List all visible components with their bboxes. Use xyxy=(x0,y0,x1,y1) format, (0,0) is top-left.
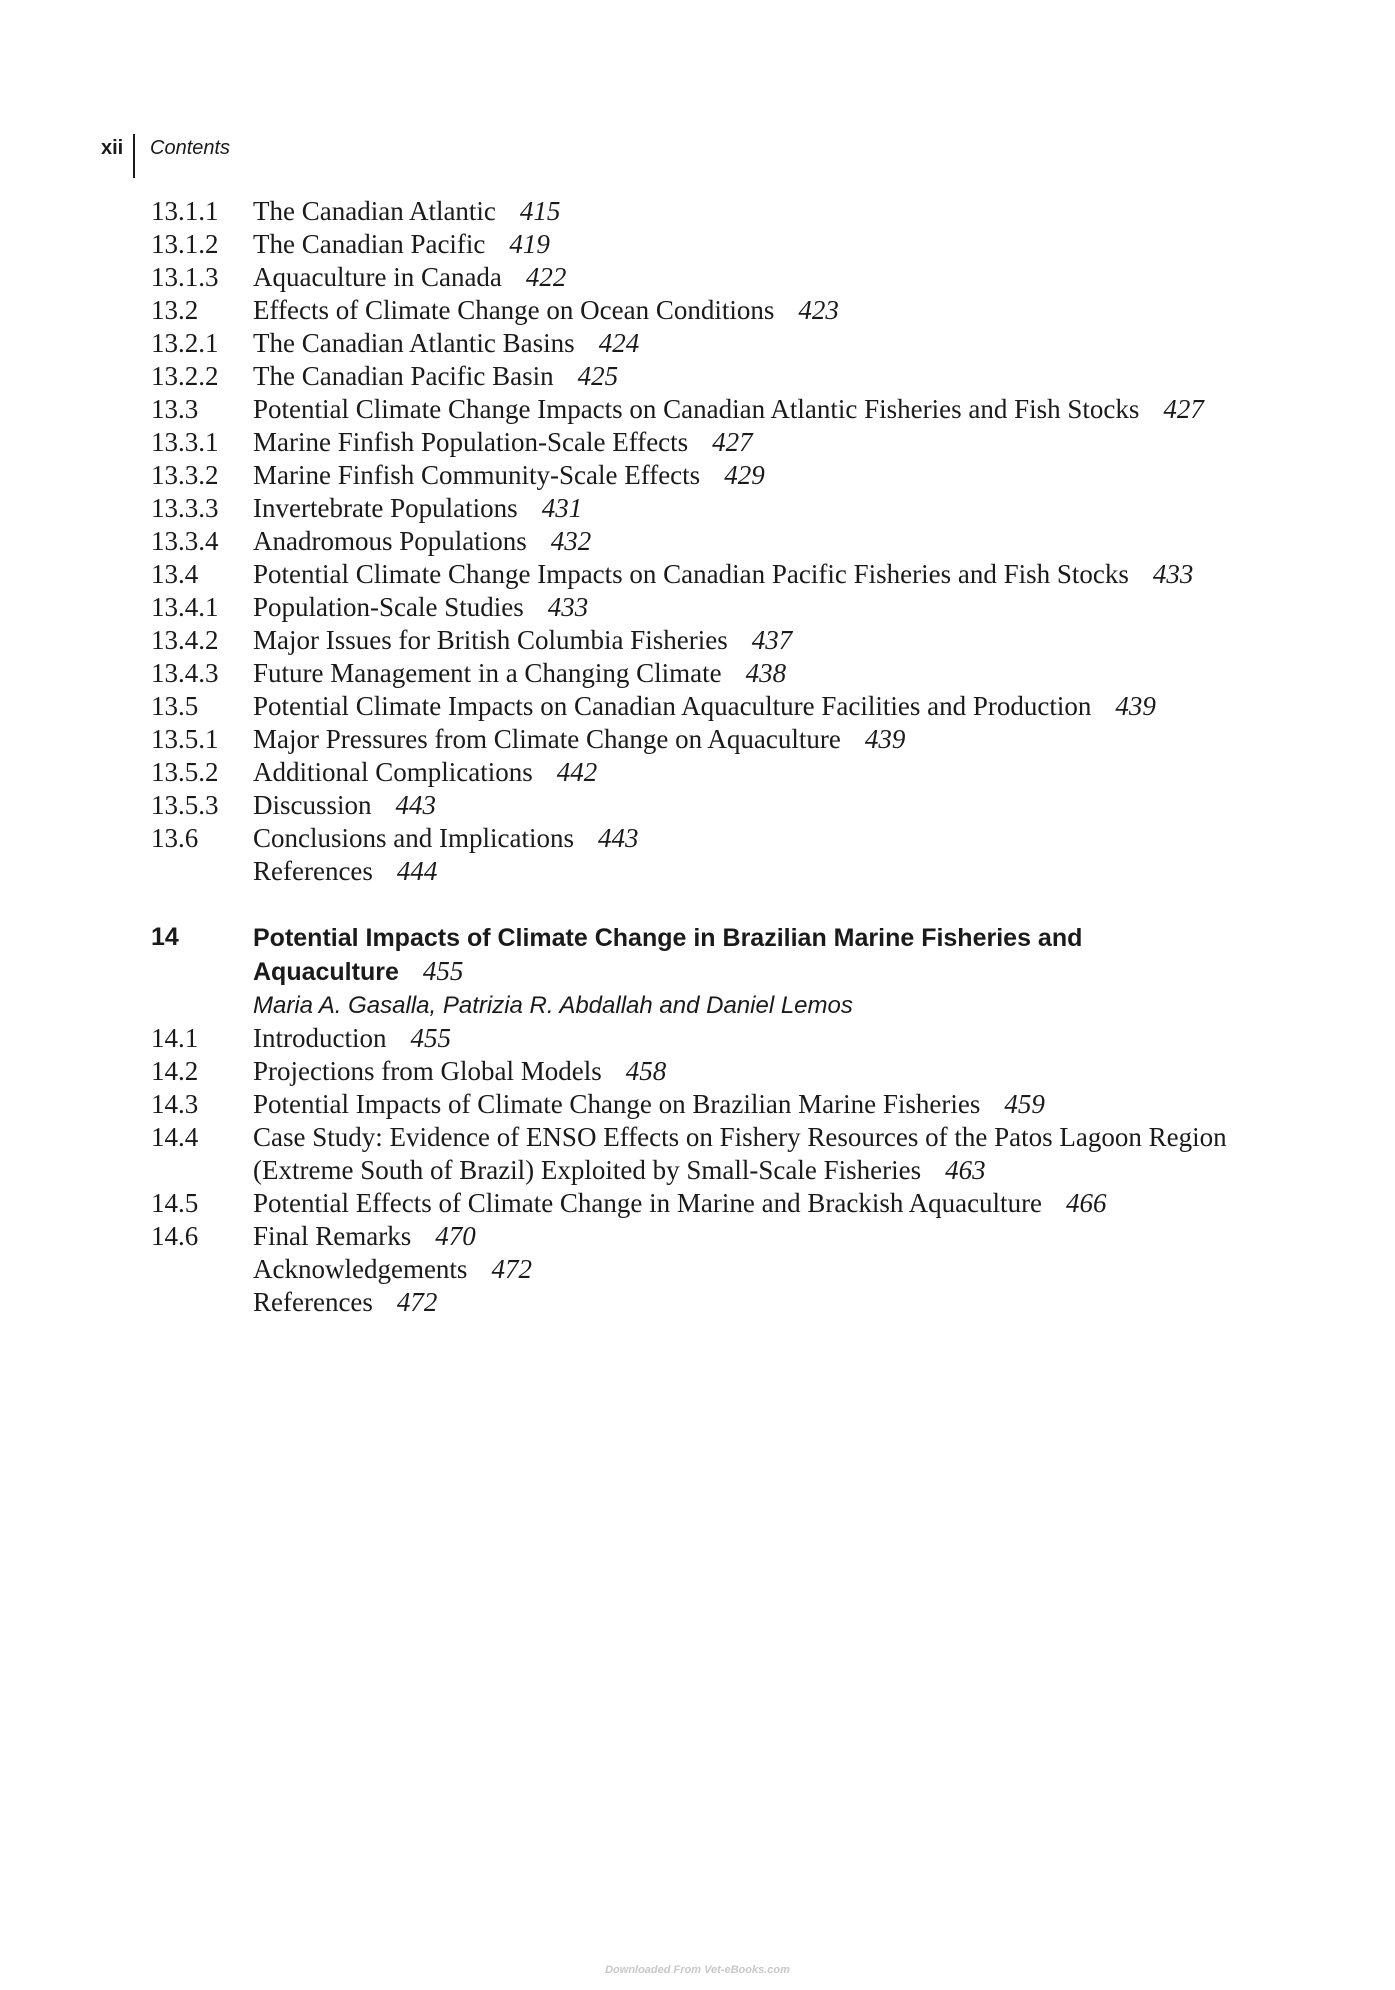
entry-title: Introduction xyxy=(253,1023,387,1053)
entry-title: Case Study: Evidence of ENSO Effects on Fishery Resources of the Patos Lagoon Region (Extreme South of Brazil) Exploited by Small-Scale Fisheries xyxy=(253,1122,1227,1185)
entry-number: 13.3.4 xyxy=(151,526,219,556)
toc-entry[interactable] xyxy=(151,294,1281,327)
entry-page: 463 xyxy=(945,1155,986,1185)
entry-page: 427 xyxy=(712,427,753,457)
toc-entry[interactable] xyxy=(151,756,1281,789)
entry-number: 14.6 xyxy=(151,1221,199,1251)
entry-number: 14.2 xyxy=(151,1056,199,1086)
entry-number: 13.4.1 xyxy=(151,592,219,622)
entry-page: 425 xyxy=(577,361,619,391)
entry-title: Marine Finfish Population-Scale Effects xyxy=(253,427,689,457)
toc-entry[interactable] xyxy=(151,822,1281,855)
entry-page: 423 xyxy=(798,295,839,325)
toc-entry[interactable] xyxy=(151,360,1281,393)
entry-page: 415 xyxy=(519,196,561,226)
entry-number: 13.1.1 xyxy=(151,196,219,226)
entry-number: 13.3.1 xyxy=(151,427,219,457)
entry-number: 13.6 xyxy=(151,823,199,853)
toc-entry[interactable] xyxy=(151,525,1281,558)
entry-page: 466 xyxy=(1066,1188,1107,1218)
entry-number: 14.1 xyxy=(151,1023,199,1053)
entry-page: 437 xyxy=(751,625,793,655)
entry-number: 13.3 xyxy=(151,394,199,424)
entry-number xyxy=(151,1253,253,1286)
entry-title: The Canadian Pacific xyxy=(253,229,486,259)
download-watermark: Downloaded From Vet-eBooks.com xyxy=(605,1964,790,1976)
entry-page: 459 xyxy=(1004,1089,1045,1119)
entry-title: The Canadian Pacific Basin xyxy=(253,361,554,391)
page-number: xii xyxy=(101,137,124,159)
toc-entry[interactable] xyxy=(151,855,1281,888)
toc-entry[interactable] xyxy=(151,624,1281,657)
entry-page: 439 xyxy=(864,724,906,754)
entry-title: Invertebrate Populations xyxy=(253,493,518,523)
entry-title: Potential Effects of Climate Change in Marine and Brackish Aquaculture xyxy=(253,1188,1043,1218)
entry-number: 13.2.2 xyxy=(151,361,219,391)
entry-number: 13.1.2 xyxy=(151,229,219,259)
entry-title: Marine Finfish Community-Scale Effects xyxy=(253,460,701,490)
entry-title: Conclusions and Implications xyxy=(253,823,574,853)
toc-entry[interactable] xyxy=(151,195,1281,228)
running-title: Contents xyxy=(150,137,231,159)
entry-number xyxy=(151,855,253,888)
entry-number: 13.1.3 xyxy=(151,262,219,292)
toc-entry[interactable] xyxy=(151,393,1281,426)
entry-page: 433 xyxy=(547,592,589,622)
entry-page: 431 xyxy=(541,493,583,523)
entry-title: Population-Scale Studies xyxy=(253,592,524,622)
toc-entry[interactable] xyxy=(151,558,1281,591)
entry-page: 424 xyxy=(598,328,640,358)
entry-title: Potential Climate Impacts on Canadian Aquaculture Facilities and Production xyxy=(253,691,1092,721)
entry-page: 432 xyxy=(550,526,592,556)
entry-number: 13.5 xyxy=(151,691,199,721)
entry-number: 13.3.3 xyxy=(151,493,219,523)
toc-entry[interactable] xyxy=(151,1088,1281,1121)
entry-title: Effects of Climate Change on Ocean Conditions xyxy=(253,295,775,325)
toc-entry[interactable] xyxy=(151,1253,1281,1286)
entry-title: References xyxy=(253,1287,373,1317)
entry-title: References xyxy=(253,856,373,886)
chapter-page: 455 xyxy=(422,956,464,986)
entry-number: 14.3 xyxy=(151,1089,199,1119)
entry-title: Major Pressures from Climate Change on Aquaculture xyxy=(253,724,841,754)
entry-page: 422 xyxy=(525,262,567,292)
entry-number: 13.2.1 xyxy=(151,328,219,358)
entry-page: 458 xyxy=(625,1056,667,1086)
entry-title: Acknowledgements xyxy=(253,1254,468,1284)
entry-number: 14.5 xyxy=(151,1188,199,1218)
chapter-number: 14 xyxy=(151,923,179,951)
entry-number: 13.2 xyxy=(151,295,199,325)
toc-entry[interactable] xyxy=(151,228,1281,261)
entry-title: Potential Climate Change Impacts on Canadian Atlantic Fisheries and Fish Stocks xyxy=(253,394,1140,424)
entry-number: 13.5.2 xyxy=(151,757,219,787)
entry-title: Aquaculture in Canada xyxy=(253,262,502,292)
entry-number xyxy=(151,1286,253,1319)
chapter-authors: Maria A. Gasalla, Patrizia R. Abdallah and Daniel Lemos xyxy=(253,992,853,1019)
entry-page: 455 xyxy=(410,1023,451,1053)
toc-entry[interactable] xyxy=(151,1286,1281,1319)
entry-title: The Canadian Atlantic Basins xyxy=(253,328,575,358)
entry-title: Potential Impacts of Climate Change on Brazilian Marine Fisheries xyxy=(253,1089,981,1119)
entry-title: Additional Complications xyxy=(253,757,533,787)
chapter-14-heading[interactable] xyxy=(151,921,1281,989)
toc-entry[interactable] xyxy=(151,1055,1281,1088)
entry-title: Potential Climate Change Impacts on Canadian Pacific Fisheries and Fish Stocks xyxy=(253,559,1129,589)
entry-page: 429 xyxy=(724,460,765,490)
toc-entry[interactable] xyxy=(151,1121,1281,1187)
toc-entry[interactable] xyxy=(151,1187,1281,1220)
toc-entry[interactable] xyxy=(151,261,1281,294)
toc-entry[interactable] xyxy=(151,723,1281,756)
entry-page: 439 xyxy=(1115,691,1156,721)
section-13-entries xyxy=(151,195,1281,888)
table-of-contents xyxy=(151,195,1281,1319)
toc-entry[interactable] xyxy=(151,1022,1281,1055)
toc-entry[interactable] xyxy=(151,690,1281,723)
entry-title: The Canadian Atlantic xyxy=(253,196,496,226)
entry-title: Projections from Global Models xyxy=(253,1056,602,1086)
toc-entry[interactable] xyxy=(151,492,1281,525)
entry-number: 13.4 xyxy=(151,559,199,589)
entry-page: 438 xyxy=(745,658,787,688)
entry-title: Future Management in a Changing Climate xyxy=(253,658,722,688)
toc-entry[interactable] xyxy=(151,657,1281,690)
header-divider xyxy=(133,134,135,178)
entry-page: 470 xyxy=(435,1221,476,1251)
entry-page: 433 xyxy=(1152,559,1194,589)
entry-page: 444 xyxy=(396,856,438,886)
toc-entry[interactable] xyxy=(151,459,1281,492)
entry-title: Final Remarks xyxy=(253,1221,412,1251)
entry-page: 427 xyxy=(1163,394,1204,424)
entry-page: 443 xyxy=(597,823,639,853)
toc-entry[interactable] xyxy=(151,1220,1281,1253)
chapter-title: Potential Impacts of Climate Change in Brazilian Marine Fisheries and Aquaculture xyxy=(253,924,1083,986)
section-14-entries xyxy=(151,1022,1281,1319)
toc-entry[interactable] xyxy=(151,426,1281,459)
entry-number: 13.4.2 xyxy=(151,625,219,655)
entry-number: 13.3.2 xyxy=(151,460,219,490)
entry-number: 13.5.1 xyxy=(151,724,219,754)
entry-page: 442 xyxy=(556,757,598,787)
entry-number: 13.5.3 xyxy=(151,790,219,820)
entry-title: Discussion xyxy=(253,790,372,820)
entry-page: 443 xyxy=(395,790,437,820)
entry-number: 14.4 xyxy=(151,1122,199,1152)
entry-number: 13.4.3 xyxy=(151,658,219,688)
entry-page: 472 xyxy=(491,1254,532,1284)
toc-entry[interactable] xyxy=(151,591,1281,624)
toc-entry[interactable] xyxy=(151,789,1281,822)
entry-page: 419 xyxy=(509,229,550,259)
entry-title: Major Issues for British Columbia Fisheries xyxy=(253,625,728,655)
entry-title: Anadromous Populations xyxy=(253,526,527,556)
entry-page: 472 xyxy=(396,1287,438,1317)
toc-entry[interactable] xyxy=(151,327,1281,360)
